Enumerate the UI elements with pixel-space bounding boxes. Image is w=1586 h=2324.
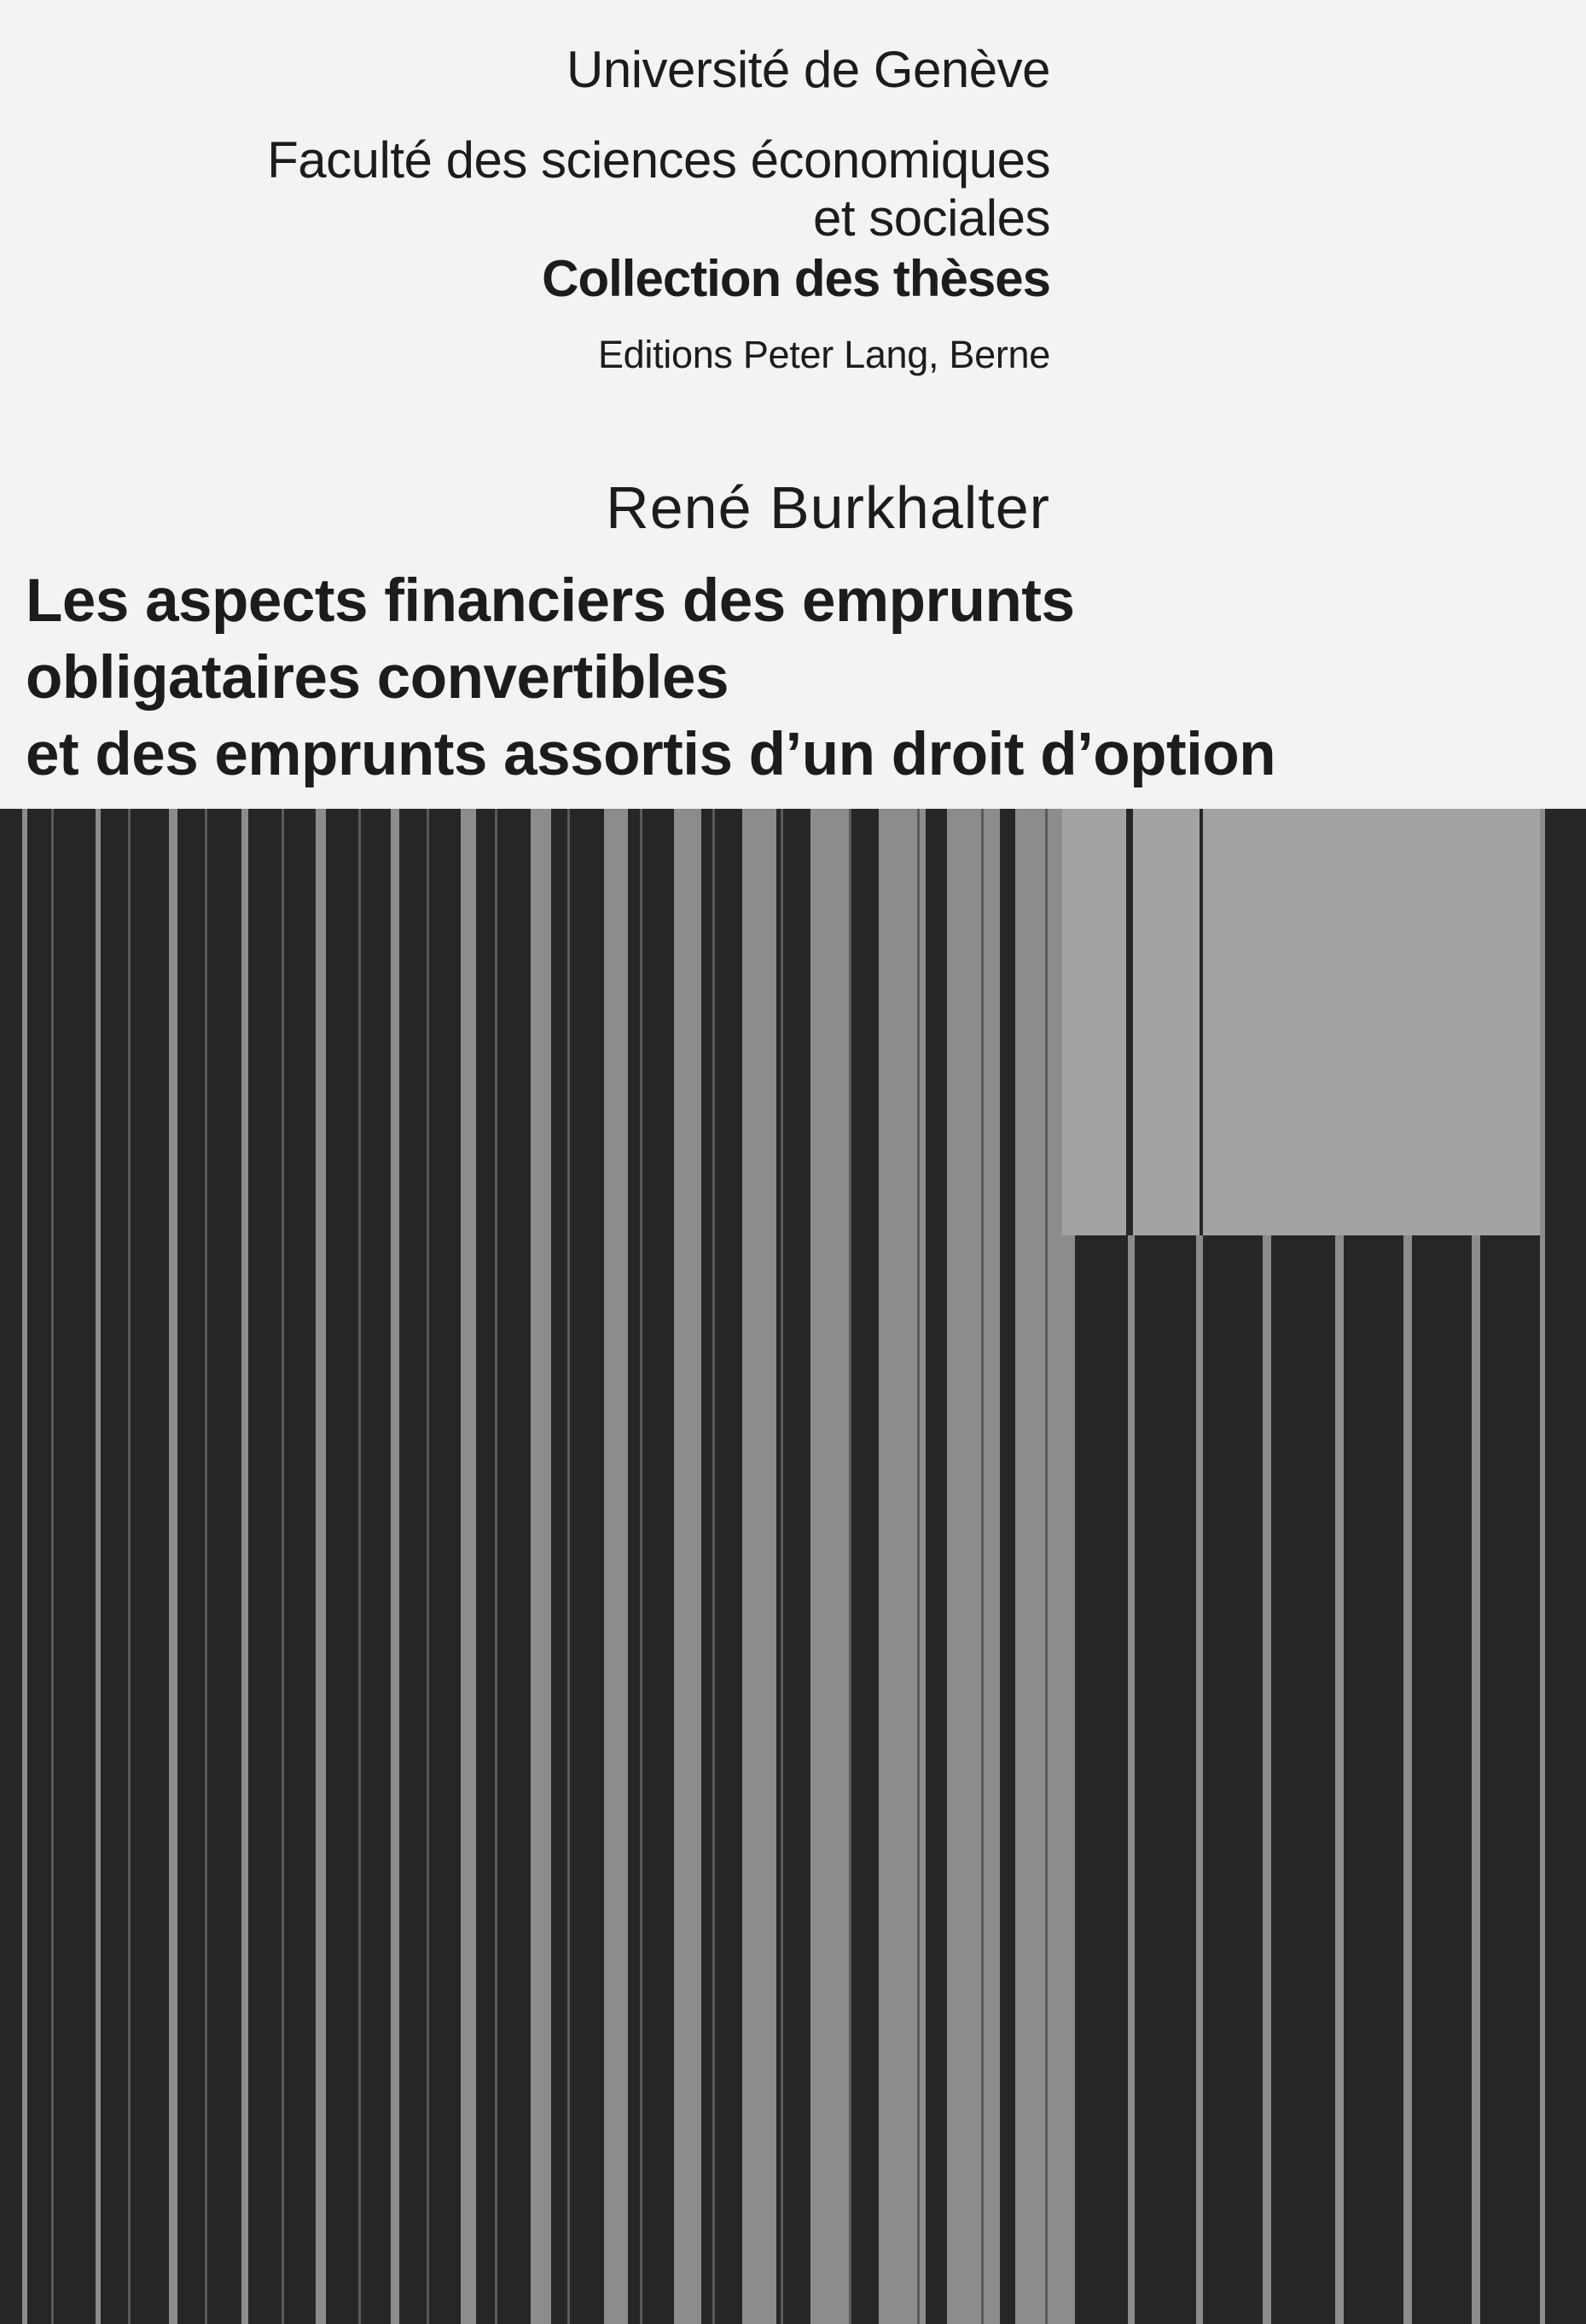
- faculty-name-line1: Faculté des sciences économiques: [267, 131, 1050, 189]
- stripe-gap: [282, 809, 284, 2324]
- stripe: [169, 809, 177, 2324]
- stripe-gap: [781, 809, 783, 2324]
- title-line-3: et des emprunts assortis d’un droit d’option: [26, 721, 1276, 788]
- author-name: René Burkhalter: [606, 474, 1050, 541]
- vertical-stripes-pattern: [0, 809, 1586, 2324]
- stripe: [810, 809, 851, 2324]
- stripe-gap: [981, 809, 984, 2324]
- stripe: [531, 809, 551, 2324]
- stripe: [96, 809, 101, 2324]
- stripe: [1263, 1235, 1271, 2324]
- university-name: Université de Genève: [566, 41, 1050, 98]
- stripe: [1472, 1235, 1480, 2324]
- publisher-name: Editions Peter Lang, Berne: [597, 333, 1050, 376]
- stripe-gap: [712, 809, 715, 2324]
- series-header: [112, 34, 1050, 381]
- title-line-1: Les aspects financiers des emprunts: [26, 567, 1075, 635]
- stripe-gap: [358, 809, 361, 2324]
- stripe: [1203, 809, 1271, 1235]
- stripe-gap: [427, 809, 429, 2324]
- stripe: [742, 809, 776, 2324]
- stripe: [22, 809, 27, 2324]
- stripe-gap: [1045, 809, 1048, 2324]
- stripe-gap: [205, 809, 207, 2324]
- stripe-gap: [567, 809, 570, 2324]
- stripe-gap: [51, 809, 54, 2324]
- stripe: [1196, 1235, 1203, 2324]
- stripe: [1271, 809, 1339, 1235]
- stripe: [1062, 809, 1126, 1235]
- stripe: [1128, 1235, 1135, 2324]
- stripe-gap: [640, 809, 642, 2324]
- stripe: [1335, 1235, 1344, 2324]
- stripe-gap: [495, 809, 497, 2324]
- stripe: [1408, 809, 1478, 1235]
- title-line-2: obligataires convertibles: [26, 644, 729, 712]
- stripe: [947, 809, 1000, 2324]
- stripe-gap: [917, 809, 920, 2324]
- stripe: [1476, 809, 1544, 1235]
- stripe: [461, 809, 476, 2324]
- stripe: [1339, 809, 1409, 1235]
- stripe: [241, 809, 248, 2324]
- stripe: [391, 809, 399, 2324]
- faculty-name-line2: et sociales: [813, 189, 1050, 247]
- stripe: [1133, 809, 1200, 1235]
- stripe-gap: [849, 809, 851, 2324]
- stripe-gap: [128, 809, 131, 2324]
- stripe: [1403, 1235, 1412, 2324]
- stripe: [604, 809, 628, 2324]
- stripe: [316, 809, 326, 2324]
- collection-name: Collection des thèses: [542, 250, 1050, 307]
- book-title: [26, 563, 1578, 793]
- stripe: [674, 809, 701, 2324]
- stripe: [1540, 809, 1545, 2324]
